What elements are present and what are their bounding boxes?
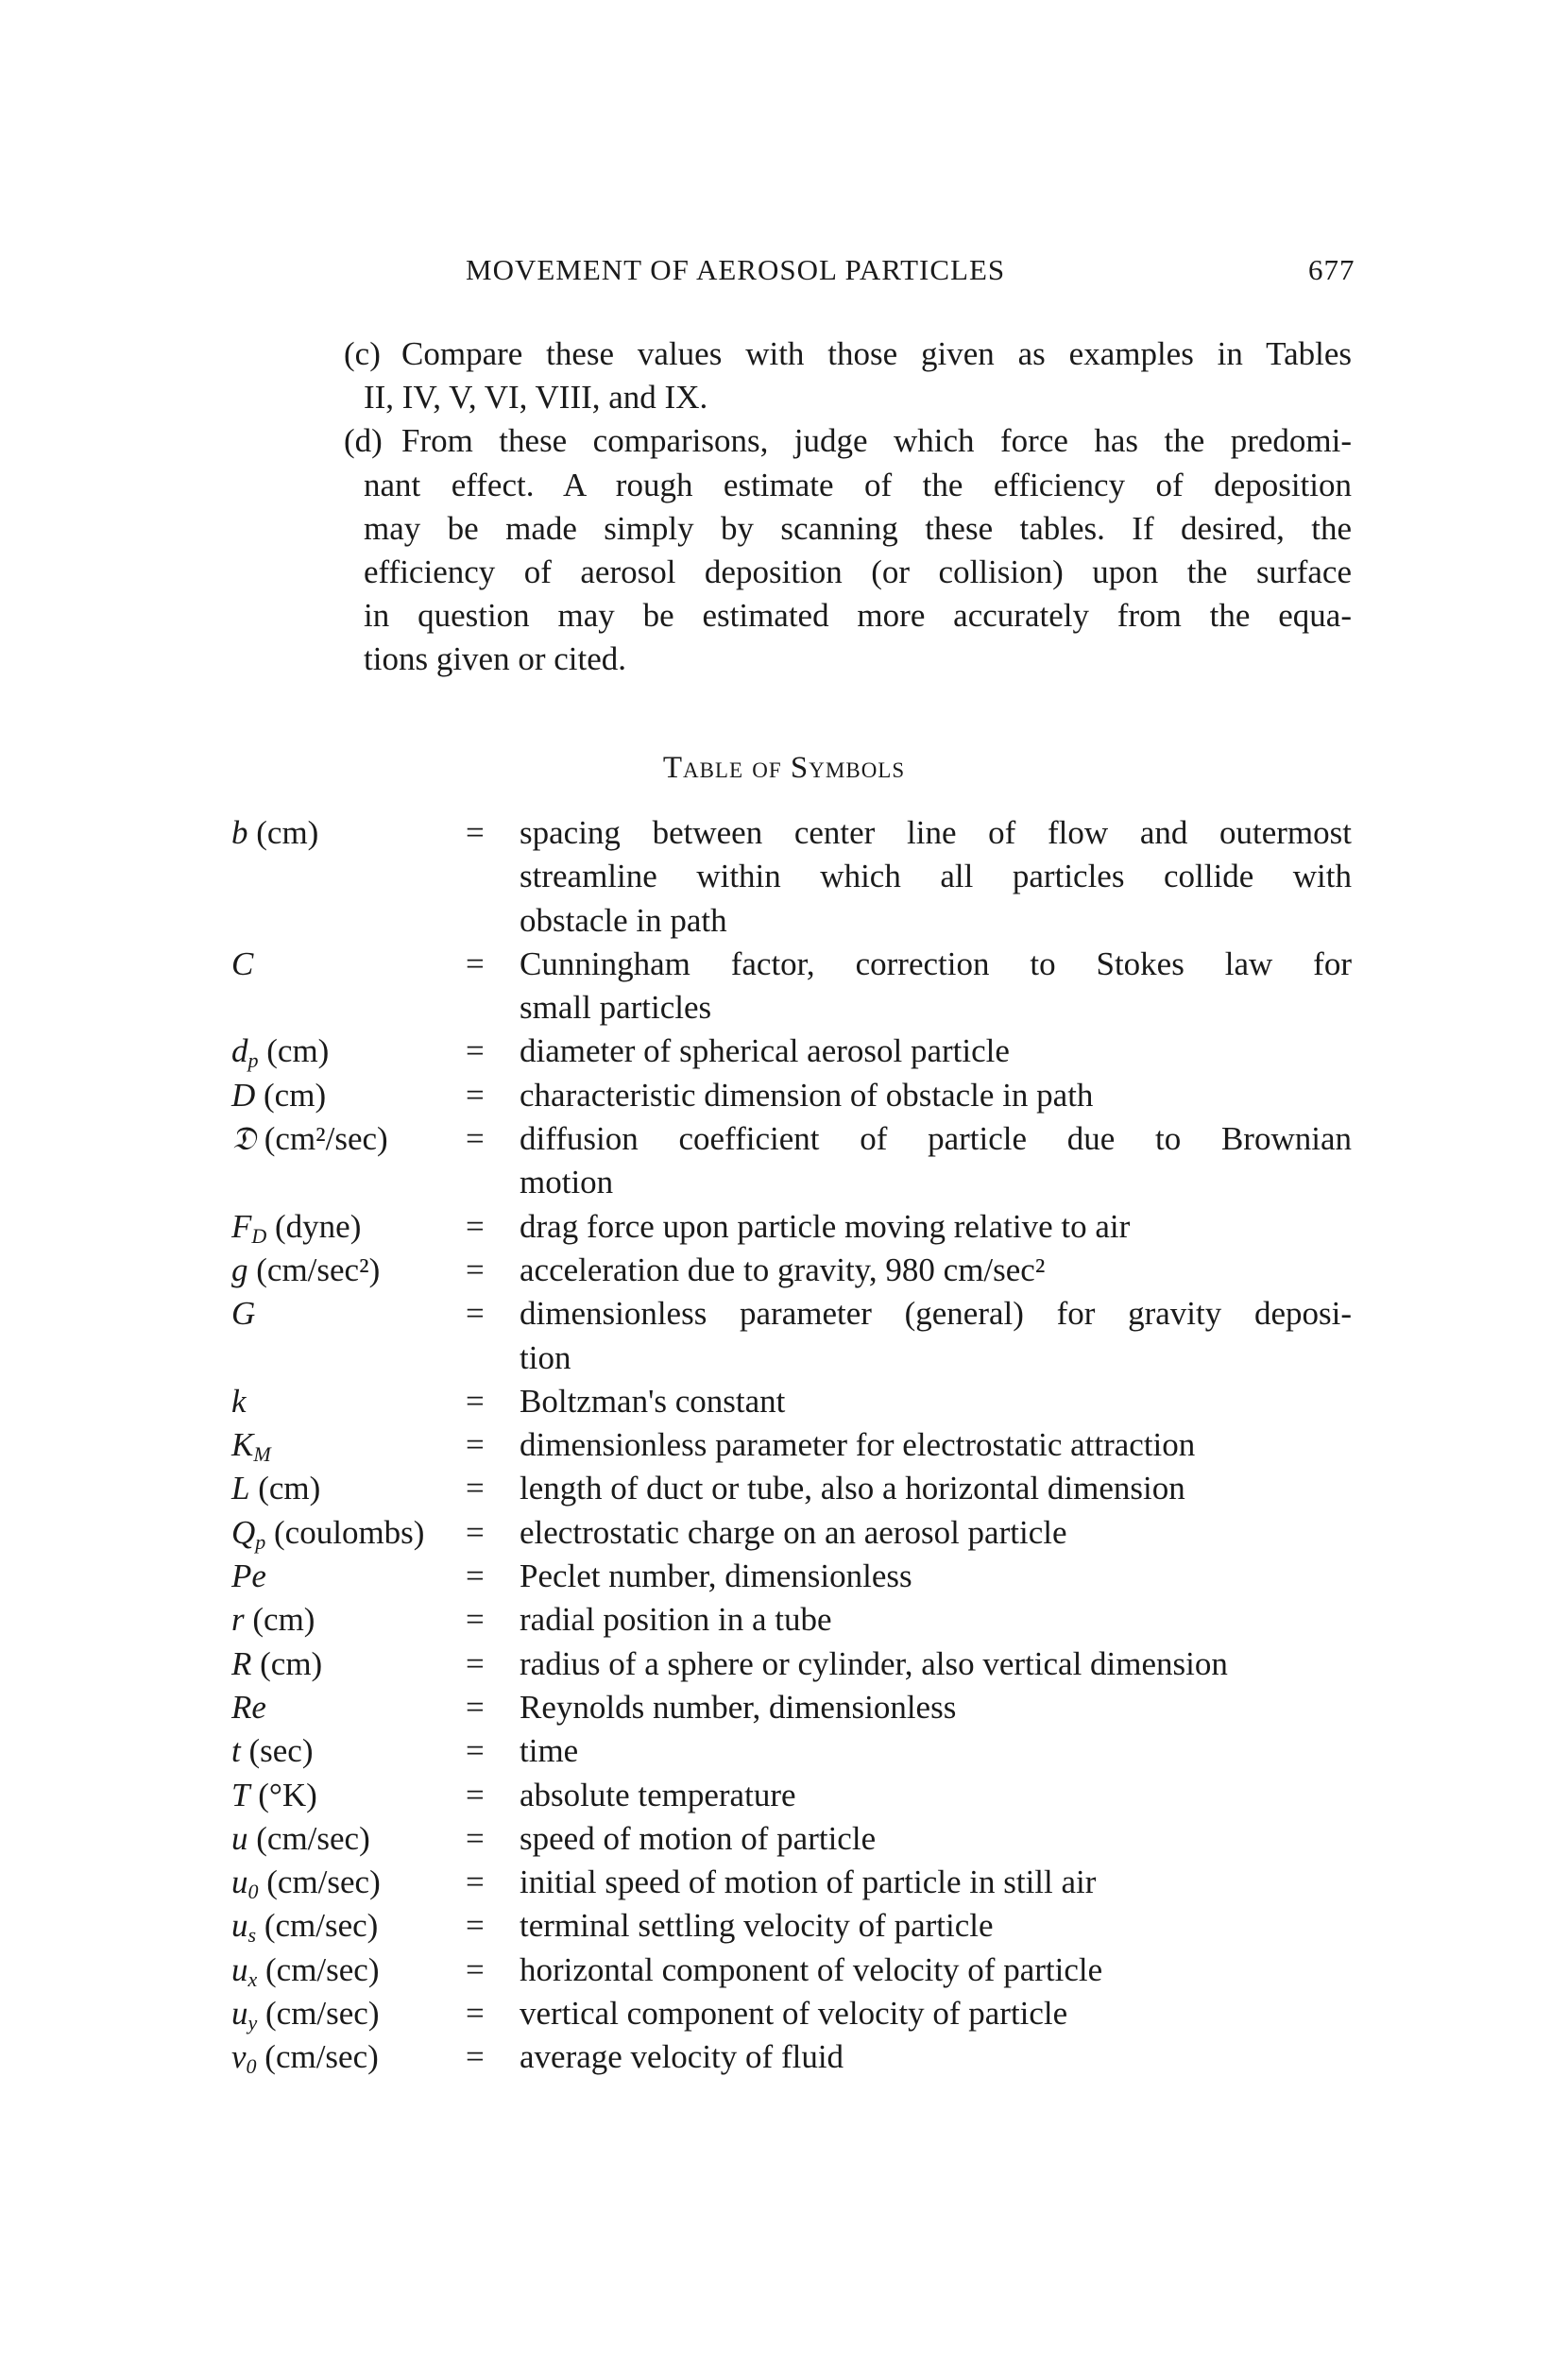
table-row <box>231 1117 1352 1205</box>
text-line: Boltzman's constant <box>520 1382 786 1420</box>
text-line: in question may be estimated more accurately from the equa- <box>364 597 1352 635</box>
symbol-unit: (cm/sec) <box>265 1950 380 1988</box>
symbol-description <box>520 811 1352 943</box>
equals-sign: = <box>466 945 485 982</box>
symbol-cell <box>231 1423 466 1467</box>
symbol-cell <box>231 811 466 943</box>
symbol-unit: (cm) <box>264 1076 327 1114</box>
symbol-name: Q <box>231 1513 256 1551</box>
equals-sign: = <box>466 1819 485 1857</box>
symbol-cell <box>231 1598 466 1642</box>
symbol-name: u <box>231 1907 248 1945</box>
symbol-name: D <box>231 1076 256 1114</box>
table-row <box>231 1423 1352 1467</box>
symbol-description <box>520 1292 1352 1380</box>
symbol-description <box>520 1598 1352 1642</box>
symbol-description <box>520 1817 1352 1861</box>
table-row <box>231 1511 1352 1555</box>
symbol-subscript: y <box>247 2011 258 2035</box>
text-line: length of duct or tube, also a horizontal dimension <box>520 1470 1185 1507</box>
symbol-unit: (cm) <box>256 814 319 851</box>
equals-sign: = <box>466 1732 485 1770</box>
table-row <box>231 1205 1352 1249</box>
equals-sign: = <box>466 1601 485 1639</box>
item-body <box>364 419 1352 681</box>
symbol-description <box>520 1117 1352 1205</box>
symbol-subscript: p <box>247 1048 259 1073</box>
symbol-name: t <box>231 1732 241 1770</box>
symbol-unit: (cm) <box>258 1470 321 1507</box>
symbol-cell <box>231 1992 466 2035</box>
symbol-unit: (°K) <box>258 1776 317 1813</box>
text-line: streamline within which all particles collide with <box>520 858 1352 895</box>
text-line: radius of a sphere or cylinder, also vertical dimension <box>520 1644 1228 1682</box>
table-row <box>231 1555 1352 1598</box>
equals-sign: = <box>466 1076 485 1114</box>
equals-sign: = <box>466 1995 485 2033</box>
symbol-name: g <box>231 1251 248 1288</box>
text-line: nant effect. A rough estimate of the efficiency of deposition <box>364 466 1352 503</box>
equals-sign: = <box>466 2038 485 2076</box>
symbol-unit: (cm/sec) <box>266 1864 381 1901</box>
equals-sign: = <box>466 1864 485 1901</box>
text-line: characteristic dimension of obstacle in path <box>520 1076 1094 1114</box>
symbol-description <box>520 1949 1352 1992</box>
symbol-description <box>520 1030 1352 1073</box>
symbol-description <box>520 1467 1352 1510</box>
symbol-cell <box>231 1511 466 1555</box>
symbol-cell <box>231 1467 466 1510</box>
symbol-unit: (cm) <box>260 1644 323 1682</box>
text-line: Peclet number, dimensionless <box>520 1557 912 1595</box>
equals-sign: = <box>466 1426 485 1464</box>
symbol-description <box>520 2035 1352 2079</box>
text-line: dimensionless parameter (general) for gravity deposi- <box>520 1295 1352 1333</box>
symbol-unit: (sec) <box>248 1732 314 1770</box>
symbol-unit: (cm/sec) <box>264 1907 379 1945</box>
text-line: dimensionless parameter for electrostatic attraction <box>520 1426 1196 1464</box>
symbol-cell <box>231 943 466 1030</box>
symbol-subscript: D <box>251 1223 267 1248</box>
text-line: spacing between center line of flow and outermost <box>520 814 1352 851</box>
symbol-description <box>520 1643 1352 1686</box>
symbol-cell <box>231 1074 466 1117</box>
equals-sign: = <box>466 1644 485 1682</box>
text-line: II, IV, V, VI, VIII, and IX. <box>364 379 708 417</box>
symbol-name: T <box>231 1776 250 1813</box>
running-title: MOVEMENT OF AEROSOL PARTICLES <box>466 253 1006 286</box>
table-row <box>231 1817 1352 1861</box>
equals-sign: = <box>466 1207 485 1245</box>
table-row <box>231 943 1352 1030</box>
symbol-name: u <box>231 1950 248 1988</box>
list-item <box>344 332 1352 419</box>
symbol-unit: (cm) <box>266 1032 330 1070</box>
text-line: may be made simply by scanning these tables. If desired, the <box>364 509 1352 547</box>
text-line: obstacle in path <box>520 901 727 939</box>
equals-sign: = <box>466 1513 485 1551</box>
symbol-name: 𝔇 <box>231 1120 256 1158</box>
text-line: horizontal component of velocity of particle <box>520 1950 1103 1988</box>
symbol-unit: (cm/sec²) <box>256 1251 381 1288</box>
symbol-name: Pe <box>231 1557 266 1595</box>
symbol-name: K <box>231 1426 254 1464</box>
equals-sign: = <box>466 1688 485 1726</box>
symbol-description <box>520 1380 1352 1423</box>
symbol-unit: (cm) <box>252 1601 315 1639</box>
table-row <box>231 1074 1352 1117</box>
item-label: (c) <box>344 335 381 372</box>
symbol-cell <box>231 1729 466 1773</box>
symbol-unit: (cm²/sec) <box>264 1120 388 1158</box>
symbol-name: R <box>231 1644 252 1682</box>
table-row <box>231 1992 1352 2035</box>
table-row <box>231 1380 1352 1423</box>
symbol-description <box>520 943 1352 1030</box>
page-number: 677 <box>1308 253 1355 286</box>
text-line: time <box>520 1732 579 1770</box>
text-line: Reynolds number, dimensionless <box>520 1688 957 1726</box>
equals-sign: = <box>466 1295 485 1333</box>
symbol-cell <box>231 1292 466 1380</box>
table-row <box>231 1774 1352 1817</box>
table-row <box>231 1643 1352 1686</box>
table-row <box>231 1686 1352 1729</box>
equals-sign: = <box>466 1382 485 1420</box>
symbol-subscript: M <box>253 1442 271 1467</box>
equals-sign: = <box>466 814 485 851</box>
table-row <box>231 2035 1352 2079</box>
symbol-cell <box>231 1643 466 1686</box>
equals-sign: = <box>466 1776 485 1813</box>
symbol-unit: (cm/sec) <box>256 1819 370 1857</box>
table-row <box>231 1949 1352 1992</box>
text-line: diameter of spherical aerosol particle <box>520 1032 1010 1070</box>
text-line: motion <box>520 1164 614 1201</box>
symbol-name: C <box>231 945 254 982</box>
symbol-cell <box>231 1949 466 1992</box>
symbol-description <box>520 1774 1352 1817</box>
symbol-cell <box>231 1555 466 1598</box>
symbol-description <box>520 1861 1352 1904</box>
symbol-cell <box>231 1380 466 1423</box>
text-line: tions given or cited. <box>364 640 627 678</box>
symbol-description <box>520 1992 1352 2035</box>
text-line: initial speed of motion of particle in still air <box>520 1864 1097 1901</box>
instruction-list <box>344 332 1352 682</box>
symbol-name: u <box>231 1864 248 1901</box>
symbols-table <box>231 811 1352 2080</box>
text-line: drag force upon particle moving relative to air <box>520 1207 1131 1245</box>
equals-sign: = <box>466 1557 485 1595</box>
symbol-description <box>520 1205 1352 1249</box>
text-line: tion <box>520 1338 571 1376</box>
equals-sign: = <box>466 1907 485 1945</box>
symbol-subscript: p <box>255 1529 266 1554</box>
symbol-unit: (dyne) <box>275 1207 362 1245</box>
equals-sign: = <box>466 1032 485 1070</box>
table-row <box>231 1249 1352 1292</box>
list-item <box>344 419 1352 681</box>
text-line: acceleration due to gravity, 980 cm/sec² <box>520 1251 1046 1288</box>
symbol-name: G <box>231 1295 256 1333</box>
item-label: (d) <box>344 422 383 460</box>
symbol-cell <box>231 1117 466 1205</box>
symbol-name: u <box>231 1995 248 2033</box>
table-row <box>231 1467 1352 1510</box>
table-row <box>231 1904 1352 1948</box>
equals-sign: = <box>466 1120 485 1158</box>
equals-sign: = <box>466 1950 485 1988</box>
symbol-subscript: 0 <box>247 1880 259 1904</box>
symbol-cell <box>231 1817 466 1861</box>
text-line: average velocity of fluid <box>520 2038 844 2076</box>
symbol-name: Re <box>231 1688 266 1726</box>
symbol-name: r <box>231 1601 245 1639</box>
equals-sign: = <box>466 1470 485 1507</box>
text-line: vertical component of velocity of particle <box>520 1995 1068 2033</box>
text-line: diffusion coefficient of particle due to Brownian <box>520 1120 1352 1158</box>
symbol-cell <box>231 1030 466 1073</box>
text-line: Cunningham factor, correction to Stokes law for <box>520 945 1352 982</box>
text-line: Compare these values with those given as examples in Tables <box>401 335 1352 372</box>
table-row <box>231 1292 1352 1380</box>
table-row <box>231 1861 1352 1904</box>
equals-sign: = <box>466 1251 485 1288</box>
symbol-subscript: 0 <box>246 2054 257 2079</box>
symbol-cell <box>231 2035 466 2079</box>
symbol-name: L <box>231 1470 250 1507</box>
symbol-description <box>520 1511 1352 1555</box>
symbol-subscript: s <box>247 1923 257 1948</box>
symbol-name: d <box>231 1032 248 1070</box>
text-line: efficiency of aerosol deposition (or collision) upon the surface <box>364 553 1352 591</box>
symbol-description <box>520 1249 1352 1292</box>
symbol-description <box>520 1555 1352 1598</box>
symbol-name: u <box>231 1819 248 1857</box>
symbol-description <box>520 1904 1352 1948</box>
table-row <box>231 1598 1352 1642</box>
symbol-unit: (cm/sec) <box>265 1995 380 2033</box>
symbol-unit: (cm/sec) <box>264 2038 379 2076</box>
text-line: electrostatic charge on an aerosol particle <box>520 1513 1067 1551</box>
table-title: Table of Symbols <box>662 751 906 785</box>
symbol-cell <box>231 1686 466 1729</box>
symbol-name: b <box>231 814 248 851</box>
text-line: terminal settling velocity of particle <box>520 1907 994 1945</box>
text-line: speed of motion of particle <box>520 1819 877 1857</box>
symbol-cell <box>231 1205 466 1249</box>
text-line: small particles <box>520 989 712 1027</box>
item-body <box>364 332 1352 419</box>
text-line: absolute temperature <box>520 1776 796 1813</box>
symbol-name: k <box>231 1382 247 1420</box>
symbol-cell <box>231 1861 466 1904</box>
table-row <box>231 1729 1352 1773</box>
symbol-cell <box>231 1904 466 1948</box>
symbol-description <box>520 1074 1352 1117</box>
symbol-name: F <box>231 1207 252 1245</box>
symbol-description <box>520 1423 1352 1467</box>
text-line: From these comparisons, judge which force has the predomi- <box>401 422 1352 460</box>
symbol-cell <box>231 1774 466 1817</box>
symbol-description <box>520 1686 1352 1729</box>
symbol-cell <box>231 1249 466 1292</box>
symbol-name: v <box>231 2038 247 2076</box>
symbol-description <box>520 1729 1352 1773</box>
text-line: radial position in a tube <box>520 1601 832 1639</box>
symbol-unit: (coulombs) <box>274 1513 425 1551</box>
symbol-subscript: x <box>247 1966 258 1991</box>
table-row <box>231 1030 1352 1073</box>
table-row <box>231 811 1352 943</box>
